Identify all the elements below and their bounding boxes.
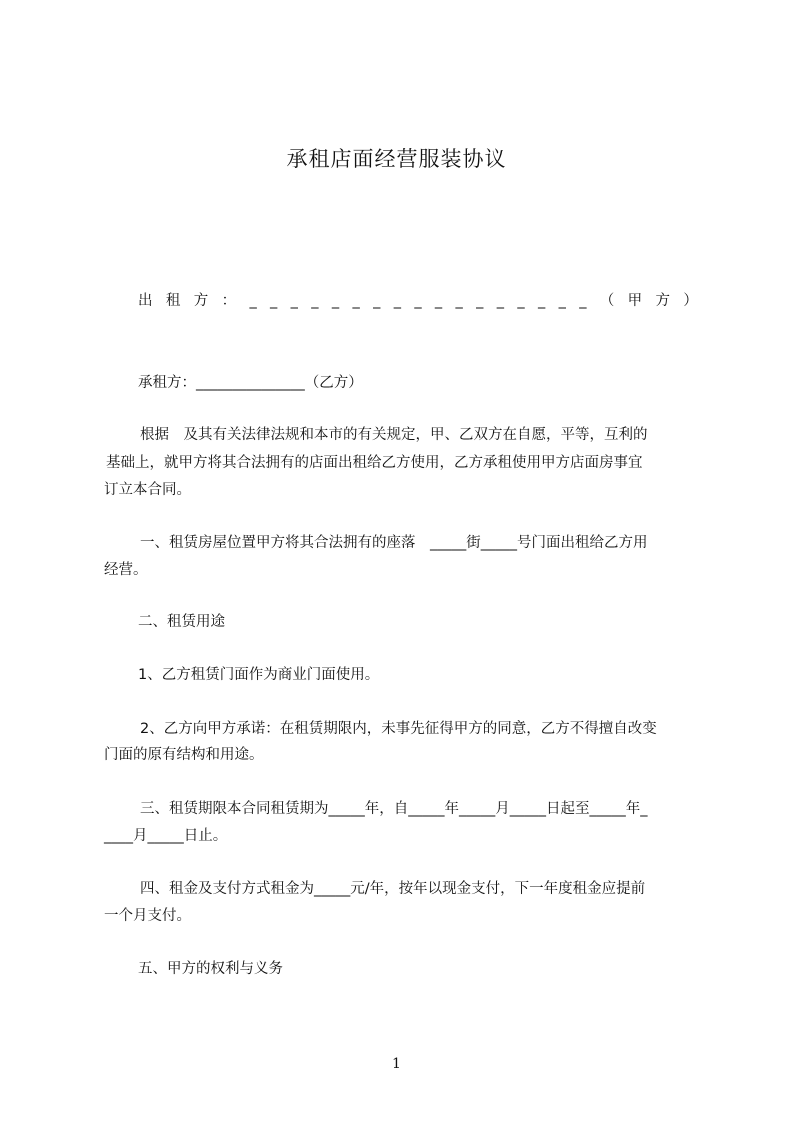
page-number: 1 [392, 1056, 401, 1072]
item-1: 1、乙方租赁门面作为商业门面使用。 [138, 667, 380, 683]
section-2-heading: 二、租赁用途 [138, 614, 225, 630]
lessor-char: _ [290, 293, 298, 309]
lessor-char: _ [249, 293, 257, 309]
lessor-char: _ [352, 293, 360, 309]
lessor-char: 方 [193, 293, 209, 309]
lessor-char: 方 [655, 293, 671, 309]
lessor-char: _ [373, 293, 381, 309]
item-2-line-1: 2、乙方向甲方承诺：在租赁期限内，未事先征得甲方的同意，乙方不得擅自改变 [140, 721, 657, 737]
lessor-char: _ [311, 293, 319, 309]
section-1-line-2: 经营。 [104, 562, 148, 578]
lessor-char: （ [599, 293, 615, 309]
lessor-char: _ [414, 293, 422, 309]
lessor-char: 租 [165, 293, 181, 309]
lessor-char: _ [270, 293, 278, 309]
document-title: 承租店面经营服装协议 [286, 147, 507, 171]
lessor-char: ） [683, 293, 698, 309]
section-4-line-1: 四、租金及支付方式租金为_____元/年，按年以现金支付，下一年度租金应提前 [140, 881, 646, 897]
lessor-char: _ [558, 293, 566, 309]
section-3-line-1: 三、租赁期限本合同租赁期为_____年，自_____年_____月_____日起至_____年_ [140, 801, 648, 817]
lessor-char: _ [579, 293, 587, 309]
lessor-char: _ [455, 293, 463, 309]
lessor-char: 出 [138, 293, 153, 309]
lessee-line: 承租方：_______________（乙方） [138, 375, 363, 391]
lessor-char: _ [537, 293, 546, 309]
intro-line-3: 订立本合同。 [104, 482, 191, 498]
section-1-line-1: 一、租赁房屋位置甲方将其合法拥有的座落 _____街_____号门面出租给乙方用 [140, 535, 648, 551]
lessor-char: _ [434, 293, 443, 309]
intro-line-1: 根据 及其有关法律法规和本市的有关规定，甲、乙双方在自愿，平等，互利的 [140, 427, 648, 443]
lessor-char: _ [393, 293, 401, 309]
lessor-char: _ [496, 293, 504, 309]
item-2-line-2: 门面的原有结构和用途。 [104, 747, 264, 763]
lessor-char: _ [476, 293, 484, 309]
lessor-char: _ [517, 293, 525, 309]
section-3-line-2: ____月_____日止。 [104, 828, 228, 844]
section-4-line-2: 一个月支付。 [104, 908, 191, 924]
intro-line-2: 基础上，就甲方将其合法拥有的店面出租给乙方使用，乙方承租使用甲方店面房事宜 [106, 455, 643, 471]
lessor-char: 甲 [627, 293, 643, 309]
section-5-heading: 五、甲方的权利与义务 [138, 961, 283, 977]
lessor-line [138, 291, 698, 311]
lessor-char: ： [221, 293, 237, 309]
lessor-char: _ [331, 293, 340, 309]
